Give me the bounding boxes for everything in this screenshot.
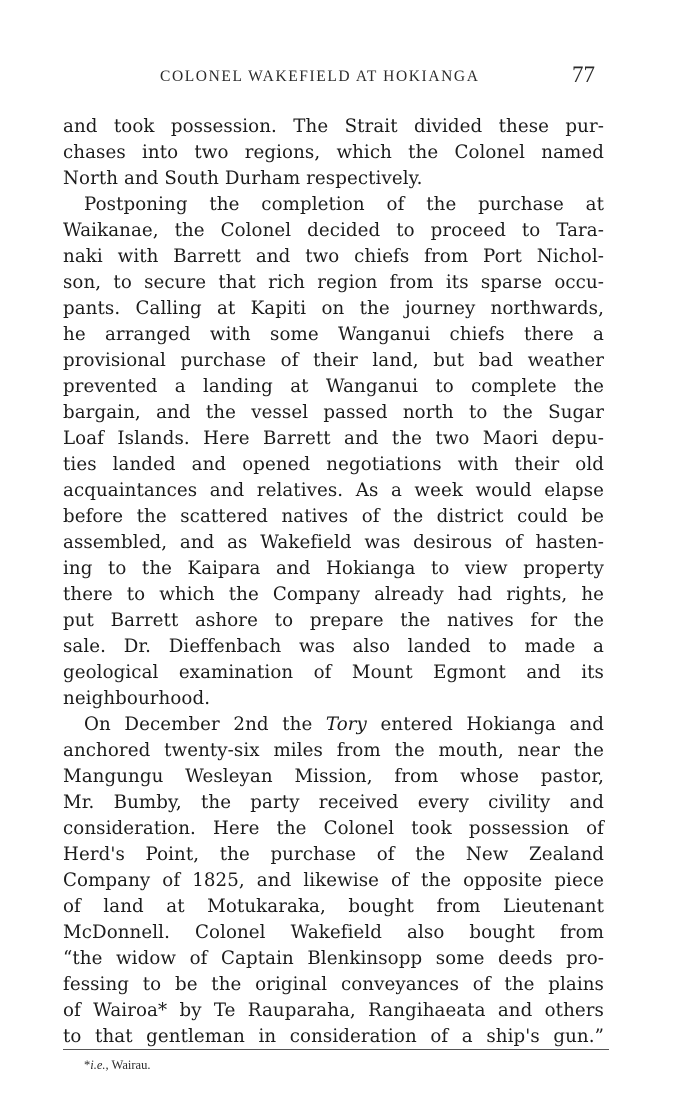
text-line: North and South Durham respectively. [63, 168, 423, 189]
text-line: pants. Calling at Kapiti on the journey northwards, [63, 298, 604, 319]
text-line: Waikanae, the Colonel decided to proceed to Tara- [63, 220, 604, 241]
text-line: geological examination of Mount Egmont and its [63, 662, 604, 683]
text-run: entered Hokianga and [366, 714, 605, 735]
body-text [63, 114, 604, 1050]
text-line: prevented a landing at Wanganui to complete the [63, 376, 604, 397]
text-line: he arranged with some Wanganui chiefs there a [63, 324, 604, 345]
text-line: Mr. Bumby, the party received every civility and [63, 792, 604, 813]
text-line-paragraph-start [63, 712, 604, 738]
text-line: ing to the Kaipara and Hokianga to view property [63, 558, 604, 579]
ship-name: Tory [325, 714, 367, 735]
text-line: fessing to be the original conveyances of the plains [63, 974, 604, 995]
footnote [84, 1058, 150, 1073]
text-line-paragraph-start: Postponing the completion of the purchase at [84, 194, 604, 215]
text-line: provisional purchase of their land, but bad weather [63, 350, 604, 371]
text-line: Loaf Islands. Here Barrett and the two Maori depu- [63, 428, 604, 449]
text-line: ties landed and opened negotiations with their old [63, 454, 604, 475]
running-head [0, 64, 700, 94]
footnote-marker: * [84, 1058, 91, 1072]
text-line: put Barrett ashore to prepare the natives for the [63, 610, 604, 631]
text-line: to that gentleman in consideration of a ship's gun.” [63, 1026, 604, 1047]
text-line: and took possession. The Strait divided these pur- [63, 116, 604, 137]
footnote-abbreviation: i.e., [90, 1058, 109, 1072]
text-line: acquaintances and relatives. As a week would elapse [63, 480, 604, 501]
text-line: Mangungu Wesleyan Mission, from whose pastor, [63, 766, 604, 787]
text-line: Herd's Point, the purchase of the New Zealand [63, 844, 604, 865]
text-line: anchored twenty-six miles from the mouth, near the [63, 740, 604, 761]
text-line: Company of 1825, and likewise of the opposite piece [63, 870, 604, 891]
text-line: before the scattered natives of the district could be [63, 506, 604, 527]
text-line: naki with Barrett and two chiefs from Port Nichol- [63, 246, 604, 267]
text-line: McDonnell. Colonel Wakefield also bought from [63, 922, 604, 943]
text-line: sale. Dr. Dieffenbach was also landed to made a [63, 636, 604, 657]
text-line: consideration. Here the Colonel took possession of [63, 818, 604, 839]
footnote-text: Wairau. [108, 1058, 151, 1072]
footnote-rule [63, 1049, 609, 1050]
text-line: “the widow of Captain Blenkinsopp some deeds pro- [63, 948, 604, 969]
text-line: son, to secure that rich region from its sparse occu- [63, 272, 604, 293]
text-line: neighbourhood. [63, 688, 211, 709]
text-line: bargain, and the vessel passed north to the Sugar [63, 402, 604, 423]
text-line: of Wairoa* by Te Rauparaha, Rangihaeata and others [63, 1000, 604, 1021]
chapter-running-title: COLONEL WAKEFIELD AT HOKIANGA [160, 68, 480, 85]
text-line: there to which the Company already had rights, he [63, 584, 604, 605]
text-line: of land at Motukaraka, bought from Lieutenant [63, 896, 604, 917]
text-line: assembled, and as Wakefield was desirous of hasten- [63, 532, 604, 553]
text-run: On December 2nd the [84, 714, 326, 735]
page-number: 77 [572, 62, 595, 87]
text-line: chases into two regions, which the Colonel named [63, 142, 604, 163]
